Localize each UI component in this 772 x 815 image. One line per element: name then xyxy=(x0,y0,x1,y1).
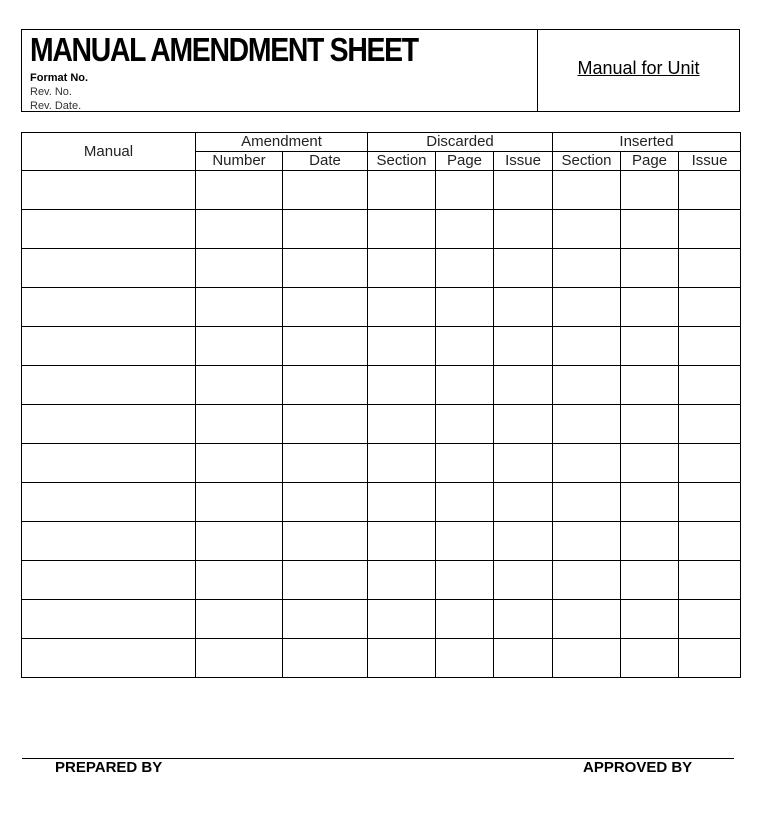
discarded-group-header: Discarded xyxy=(368,133,553,152)
amendment-date-cell[interactable] xyxy=(283,522,368,561)
format-no-label: Format No. xyxy=(30,72,89,84)
table-row xyxy=(22,483,741,522)
rev-no-label: Rev. No. xyxy=(30,86,72,98)
amendment-number-cell[interactable] xyxy=(196,600,283,639)
table-row xyxy=(22,639,741,678)
discarded-section-cell[interactable] xyxy=(368,249,436,288)
table-row xyxy=(22,405,741,444)
inserted-section-cell[interactable] xyxy=(553,561,621,600)
form-header xyxy=(21,29,740,112)
inserted-section-cell[interactable] xyxy=(553,249,621,288)
inserted-section-cell[interactable] xyxy=(553,327,621,366)
inserted-section-header: Section xyxy=(553,152,621,171)
discarded-section-cell[interactable] xyxy=(368,288,436,327)
amendment-number-cell[interactable] xyxy=(196,405,283,444)
amendment-number-cell[interactable] xyxy=(196,210,283,249)
discarded-section-cell[interactable] xyxy=(368,600,436,639)
amendment-date-cell[interactable] xyxy=(283,600,368,639)
approved-by-label: APPROVED BY xyxy=(583,759,693,776)
discarded-section-cell[interactable] xyxy=(368,483,436,522)
amendment-number-header: Number xyxy=(196,152,283,171)
discarded-section-cell[interactable] xyxy=(368,327,436,366)
amendment-date-cell[interactable] xyxy=(283,444,368,483)
inserted-page-cell[interactable] xyxy=(621,288,679,327)
table-row xyxy=(22,171,741,210)
amendment-number-cell[interactable] xyxy=(196,249,283,288)
inserted-page-cell[interactable] xyxy=(621,444,679,483)
inserted-page-cell[interactable] xyxy=(621,522,679,561)
manual-cell[interactable] xyxy=(22,171,196,210)
manual-cell[interactable] xyxy=(22,483,196,522)
amendment-date-cell[interactable] xyxy=(283,561,368,600)
discarded-page-cell[interactable] xyxy=(436,600,494,639)
inserted-page-cell[interactable] xyxy=(621,171,679,210)
inserted-issue-cell[interactable] xyxy=(679,288,741,327)
inserted-page-cell[interactable] xyxy=(621,483,679,522)
discarded-page-cell[interactable] xyxy=(436,288,494,327)
table-row xyxy=(22,444,741,483)
table-row xyxy=(22,561,741,600)
prepared-by-label: PREPARED BY xyxy=(55,759,163,776)
inserted-section-cell[interactable] xyxy=(553,405,621,444)
discarded-issue-cell[interactable] xyxy=(494,561,553,600)
amendment-date-header: Date xyxy=(283,152,368,171)
amendment-number-cell[interactable] xyxy=(196,366,283,405)
discarded-section-cell[interactable] xyxy=(368,561,436,600)
discarded-issue-cell[interactable] xyxy=(494,522,553,561)
discarded-issue-cell[interactable] xyxy=(494,171,553,210)
manual-cell[interactable] xyxy=(22,327,196,366)
table-row xyxy=(22,249,741,288)
inserted-page-cell[interactable] xyxy=(621,561,679,600)
manual-cell[interactable] xyxy=(22,600,196,639)
discarded-section-cell[interactable] xyxy=(368,405,436,444)
header-title-block xyxy=(22,30,538,111)
discarded-page-cell[interactable] xyxy=(436,249,494,288)
inserted-issue-cell[interactable] xyxy=(679,405,741,444)
discarded-page-cell[interactable] xyxy=(436,366,494,405)
amendment-number-cell[interactable] xyxy=(196,444,283,483)
inserted-section-cell[interactable] xyxy=(553,288,621,327)
discarded-issue-cell[interactable] xyxy=(494,210,553,249)
discarded-issue-cell[interactable] xyxy=(494,249,553,288)
discarded-page-header: Page xyxy=(436,152,494,171)
table-row xyxy=(22,600,741,639)
discarded-page-cell[interactable] xyxy=(436,405,494,444)
amendment-date-cell[interactable] xyxy=(283,210,368,249)
manual-cell[interactable] xyxy=(22,639,196,678)
inserted-issue-cell[interactable] xyxy=(679,366,741,405)
discarded-issue-cell[interactable] xyxy=(494,483,553,522)
table-header-row-groups xyxy=(22,133,741,152)
amendment-number-cell[interactable] xyxy=(196,483,283,522)
header-unit-block xyxy=(538,30,739,111)
unit-title: Manual for Unit xyxy=(577,58,700,78)
amendment-number-cell[interactable] xyxy=(196,171,283,210)
amendment-date-cell[interactable] xyxy=(283,249,368,288)
amendment-number-cell[interactable] xyxy=(196,639,283,678)
amendment-date-cell[interactable] xyxy=(283,288,368,327)
discarded-section-cell[interactable] xyxy=(368,210,436,249)
discarded-page-cell[interactable] xyxy=(436,210,494,249)
discarded-page-cell[interactable] xyxy=(436,561,494,600)
table-row xyxy=(22,366,741,405)
discarded-page-cell[interactable] xyxy=(436,522,494,561)
amendment-date-cell[interactable] xyxy=(283,483,368,522)
inserted-page-header: Page xyxy=(621,152,679,171)
inserted-section-cell[interactable] xyxy=(553,444,621,483)
inserted-issue-cell[interactable] xyxy=(679,639,741,678)
discarded-section-cell[interactable] xyxy=(368,639,436,678)
inserted-page-cell[interactable] xyxy=(621,327,679,366)
amendment-date-cell[interactable] xyxy=(283,405,368,444)
inserted-issue-cell[interactable] xyxy=(679,210,741,249)
inserted-section-cell[interactable] xyxy=(553,639,621,678)
discarded-issue-header: Issue xyxy=(494,152,553,171)
discarded-issue-cell[interactable] xyxy=(494,600,553,639)
manual-cell[interactable] xyxy=(22,210,196,249)
discarded-section-cell[interactable] xyxy=(368,522,436,561)
discarded-issue-cell[interactable] xyxy=(494,639,553,678)
inserted-section-cell[interactable] xyxy=(553,522,621,561)
manual-cell[interactable] xyxy=(22,405,196,444)
discarded-page-cell[interactable] xyxy=(436,483,494,522)
amendment-table xyxy=(21,132,741,678)
table-row xyxy=(22,210,741,249)
inserted-page-cell[interactable] xyxy=(621,639,679,678)
manual-cell[interactable] xyxy=(22,444,196,483)
inserted-issue-cell[interactable] xyxy=(679,483,741,522)
inserted-section-cell[interactable] xyxy=(553,210,621,249)
inserted-issue-cell[interactable] xyxy=(679,327,741,366)
amendment-date-cell[interactable] xyxy=(283,366,368,405)
discarded-issue-cell[interactable] xyxy=(494,366,553,405)
inserted-issue-cell[interactable] xyxy=(679,249,741,288)
amendment-number-cell[interactable] xyxy=(196,522,283,561)
inserted-section-cell[interactable] xyxy=(553,171,621,210)
manual-cell[interactable] xyxy=(22,366,196,405)
manual-cell[interactable] xyxy=(22,249,196,288)
inserted-page-cell[interactable] xyxy=(621,405,679,444)
discarded-issue-cell[interactable] xyxy=(494,405,553,444)
inserted-section-cell[interactable] xyxy=(553,600,621,639)
discarded-issue-cell[interactable] xyxy=(494,327,553,366)
amendment-date-cell[interactable] xyxy=(283,639,368,678)
amendment-number-cell[interactable] xyxy=(196,327,283,366)
inserted-issue-cell[interactable] xyxy=(679,561,741,600)
discarded-page-cell[interactable] xyxy=(436,639,494,678)
inserted-page-cell[interactable] xyxy=(621,600,679,639)
discarded-section-cell[interactable] xyxy=(368,171,436,210)
discarded-issue-cell[interactable] xyxy=(494,444,553,483)
discarded-page-cell[interactable] xyxy=(436,171,494,210)
table-row xyxy=(22,288,741,327)
inserted-section-cell[interactable] xyxy=(553,483,621,522)
amendment-number-cell[interactable] xyxy=(196,288,283,327)
inserted-issue-cell[interactable] xyxy=(679,444,741,483)
table-row xyxy=(22,522,741,561)
document-title: MANUAL AMENDMENT SHEET xyxy=(30,31,418,68)
inserted-issue-cell[interactable] xyxy=(679,171,741,210)
inserted-group-header: Inserted xyxy=(553,133,741,152)
table-row xyxy=(22,327,741,366)
inserted-page-cell[interactable] xyxy=(621,249,679,288)
inserted-page-cell[interactable] xyxy=(621,210,679,249)
amendment-number-cell[interactable] xyxy=(196,561,283,600)
amendment-date-cell[interactable] xyxy=(283,171,368,210)
manual-column-header: Manual xyxy=(22,133,196,171)
manual-cell[interactable] xyxy=(22,561,196,600)
manual-cell[interactable] xyxy=(22,288,196,327)
inserted-issue-cell[interactable] xyxy=(679,600,741,639)
inserted-page-cell[interactable] xyxy=(621,366,679,405)
rev-date-label: Rev. Date. xyxy=(30,100,82,112)
inserted-section-cell[interactable] xyxy=(553,366,621,405)
inserted-issue-cell[interactable] xyxy=(679,522,741,561)
amendment-date-cell[interactable] xyxy=(283,327,368,366)
discarded-section-header: Section xyxy=(368,152,436,171)
discarded-section-cell[interactable] xyxy=(368,444,436,483)
discarded-section-cell[interactable] xyxy=(368,366,436,405)
inserted-issue-header: Issue xyxy=(679,152,741,171)
discarded-page-cell[interactable] xyxy=(436,327,494,366)
discarded-page-cell[interactable] xyxy=(436,444,494,483)
manual-cell[interactable] xyxy=(22,522,196,561)
discarded-issue-cell[interactable] xyxy=(494,288,553,327)
amendment-group-header: Amendment xyxy=(196,133,368,152)
table-body xyxy=(22,171,741,678)
